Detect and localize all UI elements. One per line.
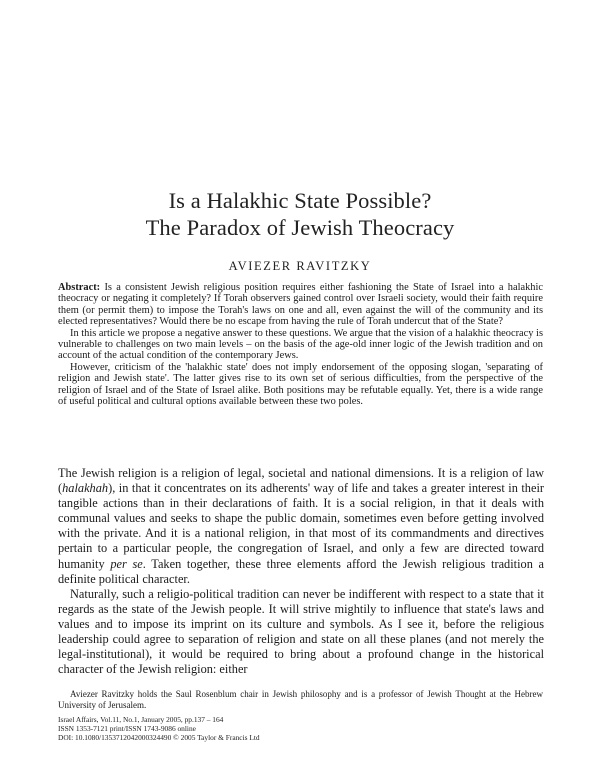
publication-info — [58, 715, 458, 743]
abstract-text-1: Is a consistent Jewish religious position requires either fashioning the State of Israel into a halakhic theocracy or negating it completely? If Torah observers gained control over Israeli society, would their faith require them (or permit them) to impose the Torah's laws on one and all, even against the will of the community and its elected representatives? Would there be no escape from having the rule of Torah undercut that of the State? — [58, 282, 543, 328]
doi-line: DOI: 10.1080/1353712042000324490 © 2005 Taylor & Francis Ltd — [58, 733, 260, 743]
body-paragraph-2: Naturally, such a religio-political tradition can never be indifferent with respect to a state that it regards as the state of the Jewish people. It will strive mightily to influence that state's laws and values and to impose its imprint on its culture and symbols. As I see it, before the religious leadership could agree to separation of religion and state on all these planes (and not merely the legal-institutional), it would be required to bring about a profound change in the historical character of the Jewish religion: either — [58, 586, 544, 677]
body-text-1a: The Jewish religion is a religion of legal, societal and national dimensions. It is a religion of law ( — [58, 466, 544, 496]
abstract-paragraph-1 — [58, 282, 543, 328]
journal-citation: Israel Affairs, Vol.11, No.1, January 2005, pp.137 – 164 — [58, 715, 224, 724]
issn-line: ISSN 1353-7121 print/ISSN 1743-9086 online — [58, 724, 196, 734]
body-term-per-se: per se — [110, 556, 143, 571]
abstract-paragraph-3: However, criticism of the 'halakhic state' does not imply endorsement of the opposing slogan, 'separating of religion and Jewish state'. The latter gives rise to its own set of serious difficulties, from the perspective of the religion of Israel and of the State of Israel alike. Both positions may be refutable equally. Yet, there is a wide range of useful political and cultural options available between these two poles. — [58, 361, 543, 408]
title-line-1: Is a Halakhic State Possible? — [168, 188, 432, 213]
title-line-2: The Paradox of Jewish Theocracy — [145, 215, 455, 240]
author-name: AVIEZER RAVITZKY — [228, 259, 372, 273]
abstract-paragraph-2: In this article we propose a negative answer to these questions. We argue that the vision of a halakhic theocracy is vulnerable to challenges on two main levels – on the basis of the age-old inner logic of the Jewish tradition and on account of the actual condition of the contemporary Jews. — [58, 327, 543, 362]
body-paragraph-1 — [58, 466, 544, 587]
abstract — [58, 282, 543, 407]
abstract-label: Abstract: — [58, 282, 101, 293]
body-text-1b: ), in that it concentrates on its adherents' way of life and takes a greater interest in their tangible actions than in their declarations of faith. It is a social religion, in that it deals with communal values and seeks to shape the public domain, sometimes even before getting involved with the private. And it is a national religion, in that most of its commandments and directives pertain to a particular people, the congregation of Israel, and only a few are directed toward humanity — [58, 481, 544, 571]
article-title — [0, 187, 600, 241]
body-term-halakhah: halakhah — [62, 481, 109, 496]
body-text-1c: . Taken together, these three elements afford the Jewish religious tradition a definite political character. — [58, 556, 545, 586]
body-text — [58, 466, 544, 677]
author-footnote: Aviezer Ravitzky holds the Saul Rosenblum chair in Jewish philosophy and is a professor of Jewish Thought at the Hebrew University of Jerusalem. — [58, 689, 543, 710]
